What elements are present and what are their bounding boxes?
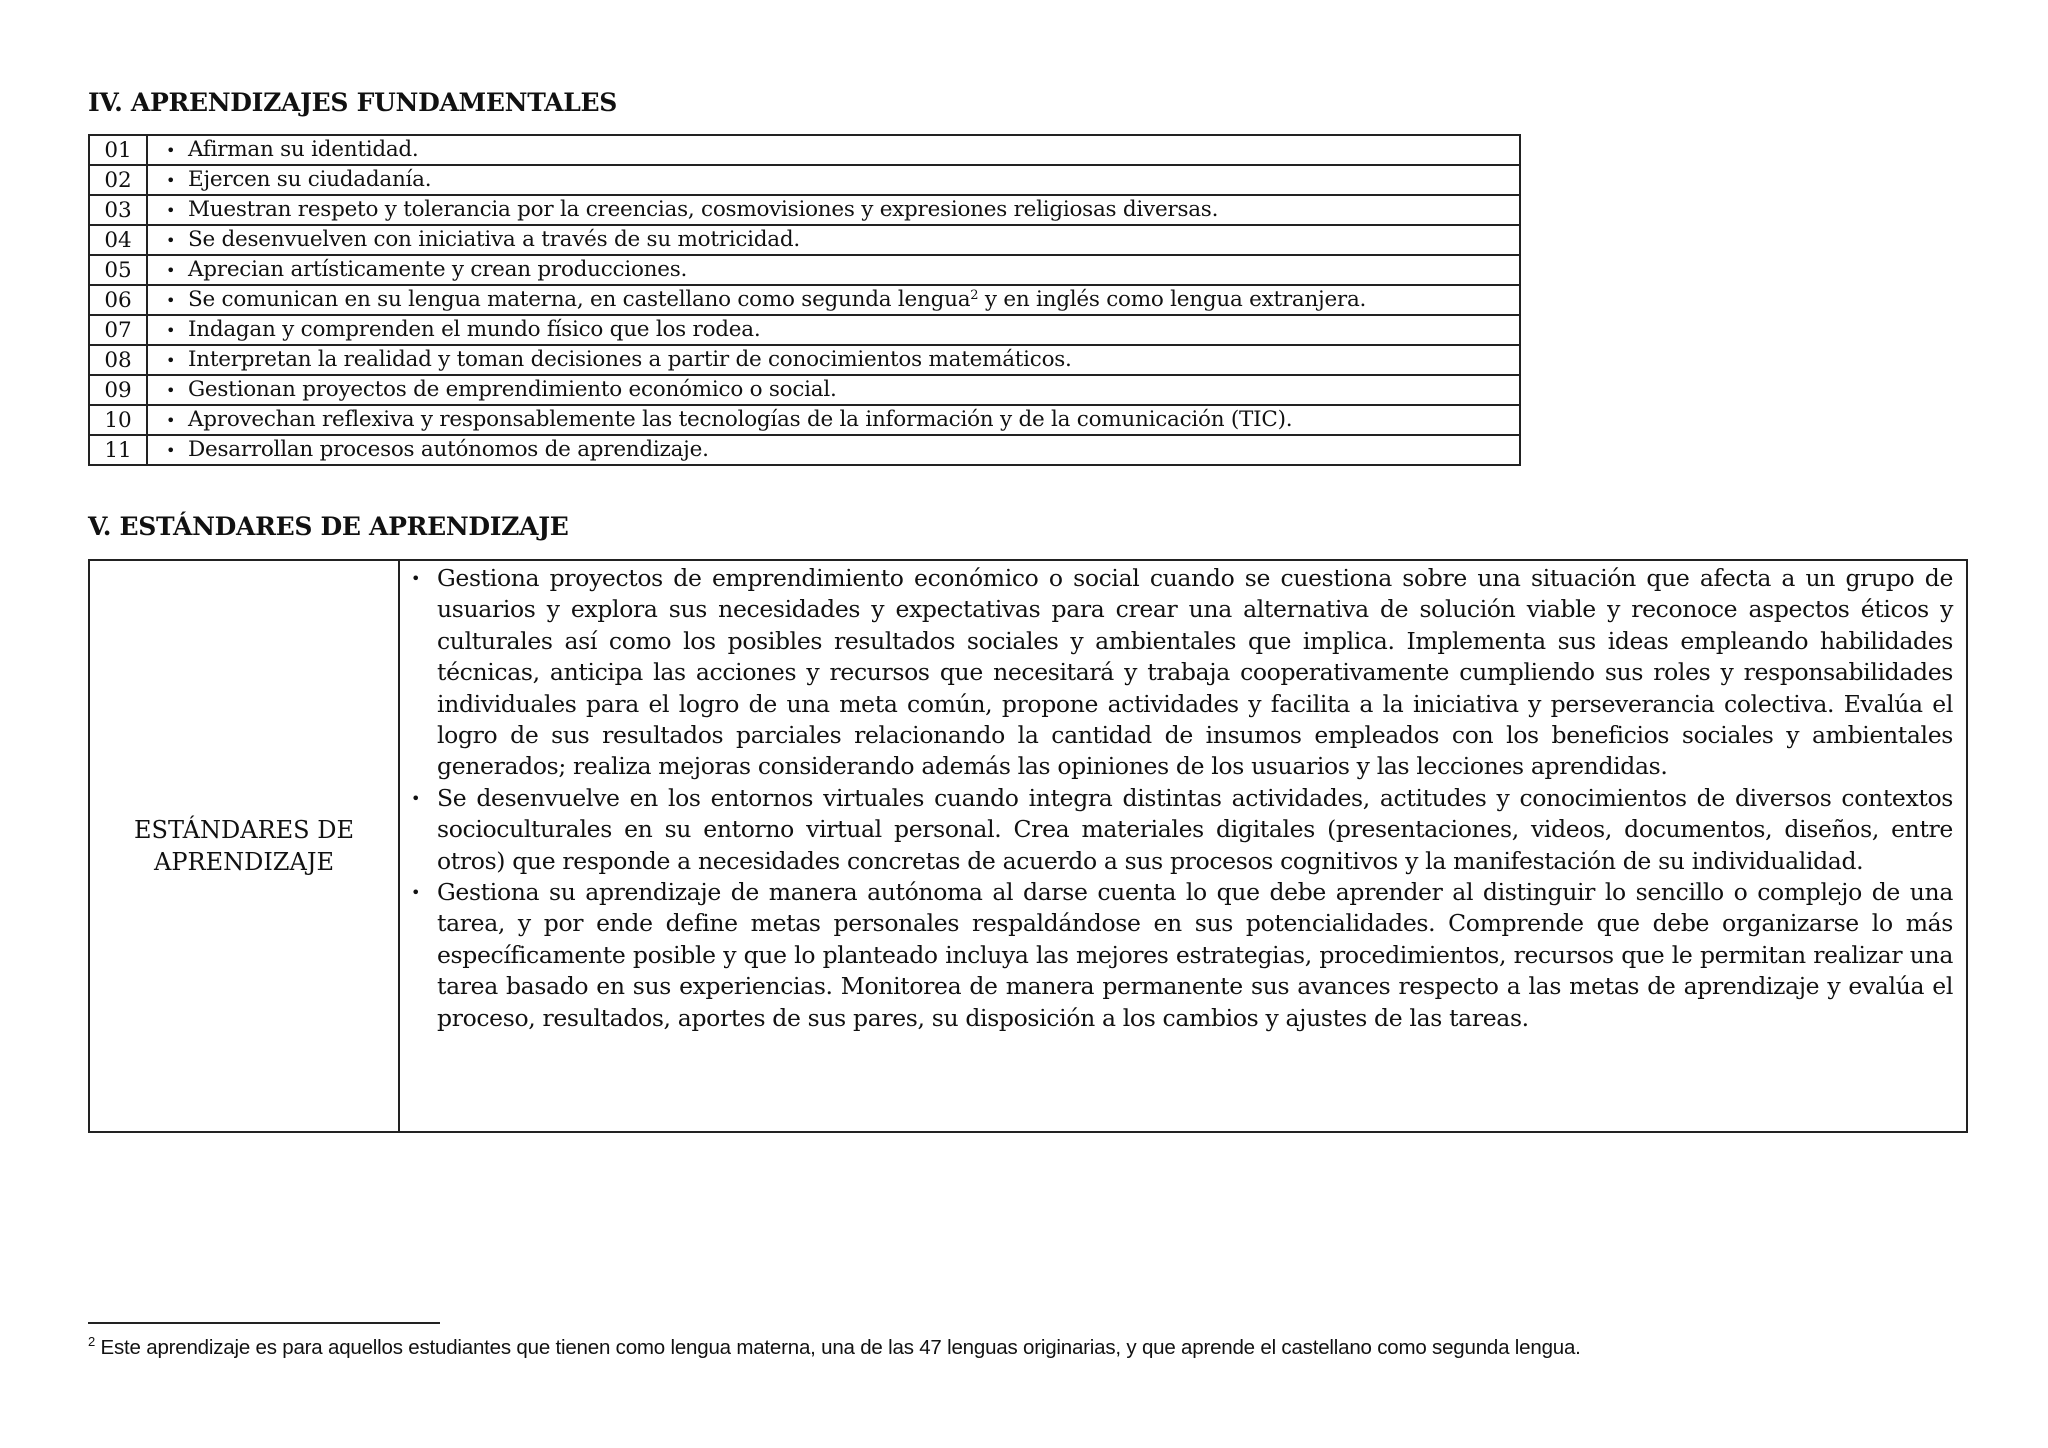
fundamental-row: [89, 375, 1520, 405]
footnote-mark: 2: [88, 1334, 96, 1349]
row-number: 10: [89, 405, 147, 435]
standard-item: [408, 563, 1953, 783]
row-number: 08: [89, 345, 147, 375]
bullet-icon: •: [411, 883, 421, 903]
fundamental-row: [89, 255, 1520, 285]
row-text: Gestionan proyectos de emprendimiento económico o social.: [188, 377, 837, 402]
footnote-separator: [88, 1322, 440, 1324]
learning-standards-row: [89, 560, 1967, 1132]
section-iv-title: IV. APRENDIZAJES FUNDAMENTALES: [88, 88, 618, 117]
fundamental-row: [89, 435, 1520, 465]
standards-label-cell: [89, 560, 399, 1132]
bullet-icon: •: [166, 171, 176, 190]
fundamental-row: [89, 285, 1520, 315]
row-text: Desarrollan procesos autónomos de aprendizaje.: [188, 437, 709, 462]
row-number: 01: [89, 135, 147, 165]
footnote-text: Este aprendizaje es para aquellos estudiantes que tienen como lengua materna, una de las 47 lenguas originarias, y que aprende el castellano como segunda lengua.: [95, 1336, 1581, 1359]
row-number: 03: [89, 195, 147, 225]
bullet-icon: •: [166, 441, 176, 460]
row-text: Interpretan la realidad y toman decisiones a partir de conocimientos matemáticos.: [188, 347, 1072, 372]
row-text-cell: [147, 315, 1520, 345]
row-text: Se desenvuelven con iniciativa a través de su motricidad.: [188, 227, 800, 252]
fundamental-row: [89, 195, 1520, 225]
standard-text: Gestiona proyectos de emprendimiento económico o social cuando se cuestiona sobre una situación que afecta a un grupo de usuarios y explora sus necesidades y expectativas para crear una alternativa de solución viable y reconoce aspectos éticos y culturales así como los posibles resultados sociales y ambientales que implica. Implementa sus ideas empleando habilidades técnicas, anticipa las acciones y recursos que necesitará y trabaja cooperativamente cumpliendo sus roles y responsabilidades individuales para el logro de una meta común, propone actividades y facilita a la iniciativa y perseverancia colectiva. Evalúa el logro de sus resultados parciales relacionando la cantidad de insumos empleados con los beneficios sociales y ambientales generados; realiza mejoras considerando además las opiniones de los usuarios y las lecciones aprendidas.: [437, 564, 1953, 781]
standard-text: Gestiona su aprendizaje de manera autónoma al darse cuenta lo que debe aprender al distinguir lo sencillo o complejo de una tarea, y por ende define metas personales respaldándose en sus potencialidades. Comprende que debe organizarse lo más específicamente posible y que lo planteado incluya las mejores estrategias, procedimientos, recursos que le permitan realizar una tarea basado en sus experiencias. Monitorea de manera permanente sus avances respecto a las metas de aprendizaje y evalúa el proceso, resultados, aportes de sus pares, su disposición a los cambios y ajustes de las tareas.: [437, 878, 1953, 1032]
bullet-icon: •: [166, 291, 176, 310]
bullet-icon: •: [166, 231, 176, 250]
standards-label-line1: ESTÁNDARES DE: [134, 816, 354, 844]
bullet-icon: •: [166, 141, 176, 160]
bullet-icon: •: [166, 381, 176, 400]
row-text-cell: [147, 165, 1520, 195]
footnote-reference: 2: [970, 288, 979, 303]
bullet-icon: •: [411, 788, 421, 808]
fundamental-row: [89, 165, 1520, 195]
standard-item: [408, 877, 1953, 1034]
fundamental-row: [89, 135, 1520, 165]
row-text-after: y en inglés como lengua extranjera.: [978, 287, 1367, 312]
learning-standards-table: [88, 559, 1968, 1133]
row-text-cell: [147, 225, 1520, 255]
bullet-icon: •: [166, 261, 176, 280]
bullet-icon: •: [411, 569, 421, 588]
fundamental-row: [89, 345, 1520, 375]
row-number: 05: [89, 255, 147, 285]
row-text-cell: [147, 195, 1520, 225]
row-text: Ejercen su ciudadanía.: [188, 167, 432, 192]
row-text: Aprecian artísticamente y crean producciones.: [188, 257, 688, 282]
row-number: 09: [89, 375, 147, 405]
bullet-icon: •: [166, 201, 176, 220]
row-number: 02: [89, 165, 147, 195]
row-text: Muestran respeto y tolerancia por la creencias, cosmovisiones y expresiones religiosas diversas.: [188, 197, 1219, 222]
bullet-icon: •: [166, 321, 176, 340]
bullet-icon: •: [166, 411, 176, 430]
row-text-cell: [147, 255, 1520, 285]
row-text: Se comunican en su lengua materna, en castellano como segunda lengua: [188, 287, 971, 312]
row-text-cell: [147, 405, 1520, 435]
row-number: 11: [89, 435, 147, 465]
standard-text: Se desenvuelve en los entornos virtuales cuando integra distintas actividades, actitudes y conocimientos de diversos contextos socioculturales en su entorno virtual personal. Crea materiales digitales (presentaciones, videos, documentos, diseños, entre otros) que responde a necesidades concretas de acuerdo a sus procesos cognitivos y la manifestación de su individualidad.: [437, 783, 1953, 875]
footnote: [88, 1336, 1581, 1360]
standards-label-line2: APRENDIZAJE: [154, 848, 334, 876]
row-text: Afirman su identidad.: [188, 137, 419, 162]
row-text-cell: [147, 285, 1520, 315]
row-number: 07: [89, 315, 147, 345]
standards-content-cell: [399, 560, 1967, 1132]
fundamental-row: [89, 315, 1520, 345]
fundamental-learnings-body: [89, 135, 1520, 465]
fundamental-learnings-table: [88, 134, 1521, 466]
row-text-cell: [147, 345, 1520, 375]
row-number: 06: [89, 285, 147, 315]
row-number: 04: [89, 225, 147, 255]
fundamental-row: [89, 405, 1520, 435]
row-text: Indagan y comprenden el mundo físico que los rodea.: [188, 317, 761, 342]
row-text: Aprovechan reflexiva y responsablemente las tecnologías de la información y de la comunicación (TIC).: [188, 407, 1293, 432]
section-v-title: V. ESTÁNDARES DE APRENDIZAJE: [88, 512, 569, 541]
standard-item: [408, 783, 1953, 877]
row-text-cell: [147, 375, 1520, 405]
row-text-cell: [147, 135, 1520, 165]
bullet-icon: •: [166, 351, 176, 370]
fundamental-row: [89, 225, 1520, 255]
row-text-cell: [147, 435, 1520, 465]
